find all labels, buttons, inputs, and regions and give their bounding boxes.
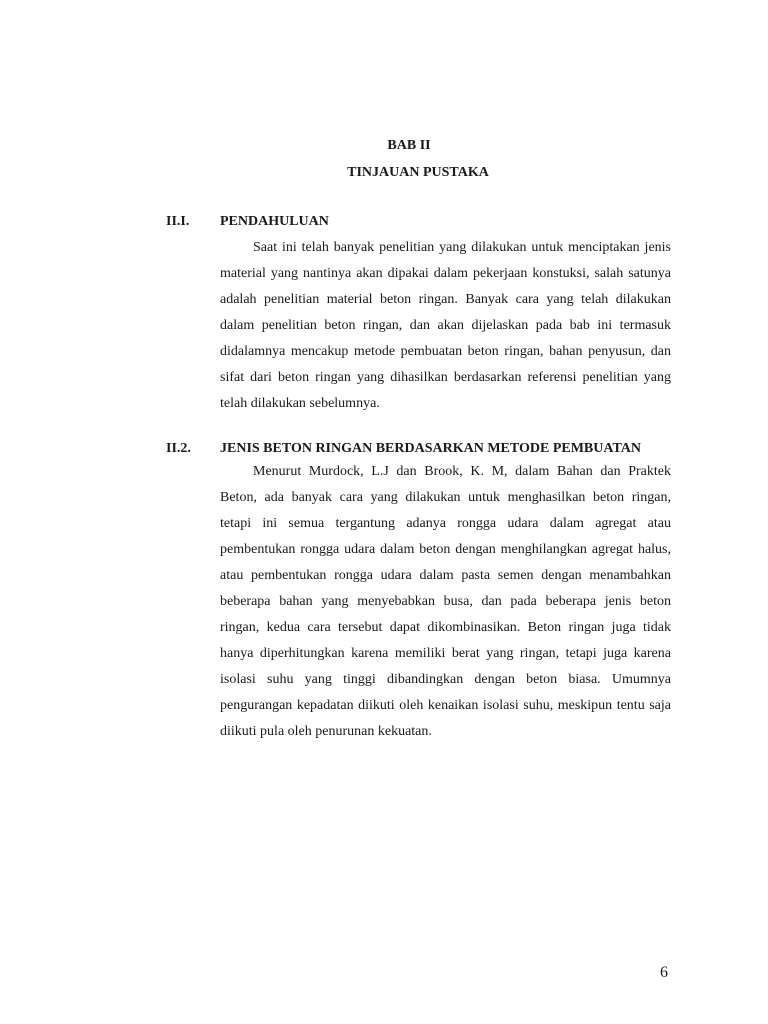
paragraph-line: ringan, kedua cara tersebut dapat dikombinasikan. Beton ringan juga tidak [220,620,671,635]
section-title: JENIS BETON RINGAN BERDASARKAN METODE PEMBUATAN [220,441,641,456]
paragraph-line: beberapa bahan yang menyebabkan busa, dan pada beberapa jenis beton [220,594,671,609]
paragraph-line: telah dilakukan sebelumnya. [220,396,380,411]
paragraph-line: diikuti pula oleh penurunan kekuatan. [220,724,432,739]
paragraph-line: material yang nantinya akan dipakai dalam pekerjaan konstuksi, salah satunya [220,266,671,281]
paragraph-line: atau pembentukan rongga udara dalam pasta semen dengan menambahkan [220,568,671,583]
paragraph-line: dalam penelitian beton ringan, dan akan dijelaskan pada bab ini termasuk [220,318,671,333]
paragraph-line: Menurut Murdock, L.J dan Brook, K. M, dalam Bahan dan Praktek [253,464,671,479]
chapter-number: BAB II [387,138,431,153]
page-number: 6 [660,964,668,981]
paragraph-line: isolasi suhu yang tinggi dibandingkan dengan beton biasa. Umumnya [220,672,671,687]
section-number: II.2. [166,441,191,456]
paragraph-line: adalah penelitian material beton ringan. Banyak cara yang telah dilakukan [220,292,671,307]
section-title: PENDAHULUAN [220,214,329,229]
paragraph-line: Saat ini telah banyak penelitian yang dilakukan untuk menciptakan jenis [253,240,671,255]
paragraph-line: pengurangan kepadatan diikuti oleh kenaikan isolasi suhu, meskipun tentu saja [220,698,671,713]
paragraph-line: sifat dari beton ringan yang dihasilkan berdasarkan referensi penelitian yang [220,370,671,385]
paragraph-line: Beton, ada banyak cara yang dilakukan untuk menghasilkan beton ringan, [220,490,671,505]
section-paragraph [220,235,671,417]
section-paragraph [220,459,671,745]
paragraph-line: hanya diperhitungkan karena memiliki berat yang ringan, tetapi juga karena [220,646,671,661]
paragraph-line: didalamnya mencakup metode pembuatan beton ringan, bahan penyusun, dan [220,344,671,359]
section-number: II.I. [166,214,190,229]
chapter-title: TINJAUAN PUSTAKA [347,165,489,180]
paragraph-line: pembentukan rongga udara dalam beton dengan menghilangkan agregat halus, [220,542,671,557]
paragraph-line: tetapi ini semua tergantung adanya rongga udara dalam agregat atau [220,516,671,531]
